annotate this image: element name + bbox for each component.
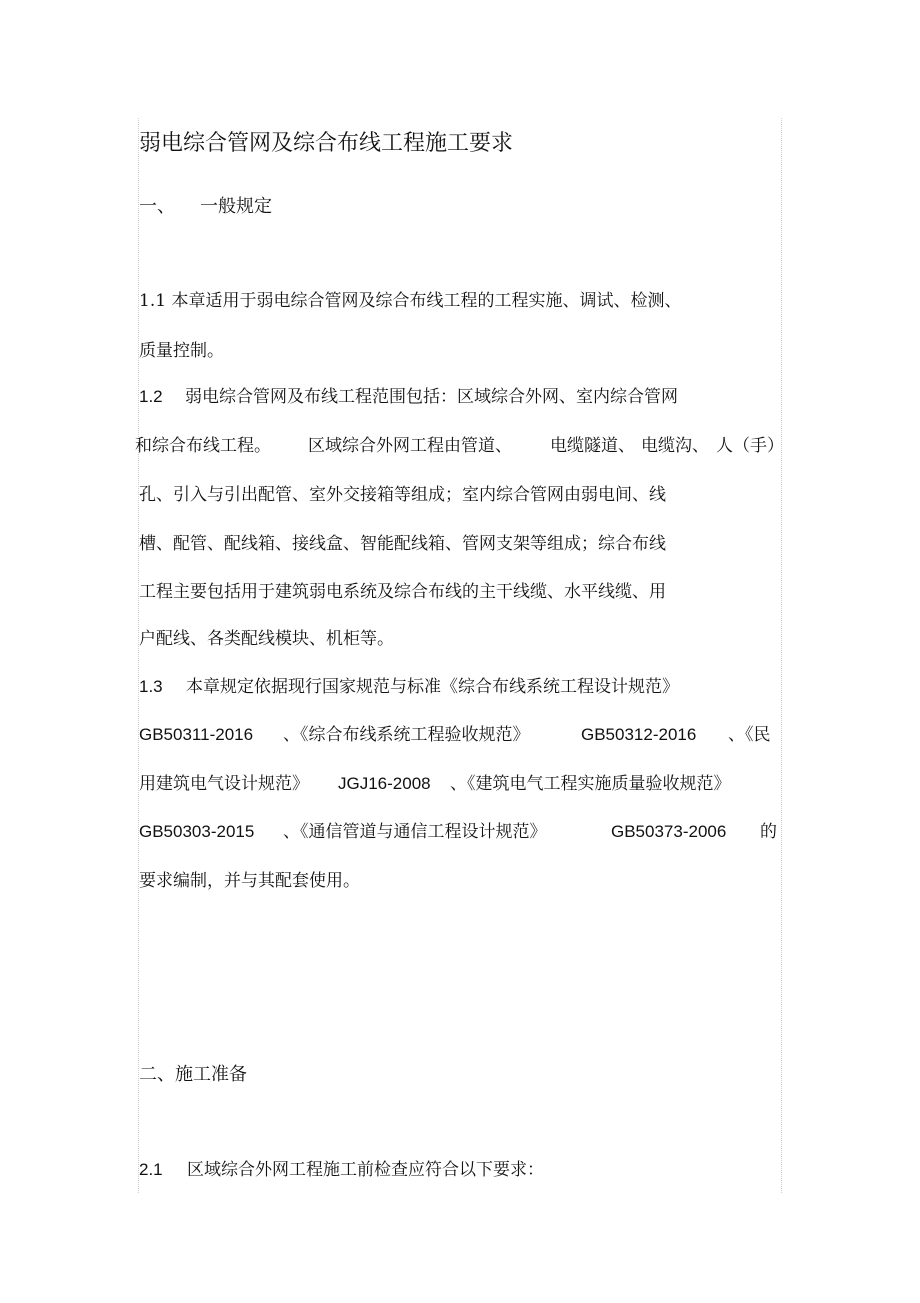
- standard-code-gb50373: GB50373-2006: [611, 822, 727, 841]
- paragraph-1-2-line-2e: 人（手）: [716, 436, 784, 456]
- section-1-heading: 一般规定: [200, 196, 272, 217]
- page-margin-guide-left: [138, 118, 139, 1193]
- paragraph-2-1-text: 区域综合外网工程施工前检查应符合以下要求：: [187, 1160, 544, 1180]
- paragraph-1-3-line-2-text-2: 、《民: [728, 725, 771, 745]
- standard-code-gb50312: GB50312-2016: [581, 725, 697, 744]
- paragraph-1-2-line-5: 工程主要包括用于建筑弱电系统及综合布线的主干线缆、水平线缆、用: [139, 582, 666, 602]
- paragraph-1-3-line-5: 要求编制，并与其配套使用。: [139, 871, 360, 891]
- paragraph-1-1-line-1: 1.1 本章适用于弱电综合管网及综合布线工程的工程实施、调试、检测、: [139, 291, 682, 311]
- section-2-heading: 二、施工准备: [139, 1064, 247, 1085]
- standard-code-gb50303: GB50303-2015: [139, 822, 255, 841]
- paragraph-1-2-line-4: 槽、配管、配线箱、接线盒、智能配线箱、管网支架等组成；综合布线: [139, 534, 666, 554]
- paragraph-1-2-line-6: 户配线、各类配线模块、机柜等。: [139, 629, 394, 649]
- document-title: 弱电综合管网及综合布线工程施工要求: [139, 131, 514, 156]
- paragraph-1-2-line-2b: 区域综合外网工程由管道、: [308, 436, 512, 456]
- standard-code-jgj16: JGJ16-2008: [338, 774, 431, 793]
- paragraph-1-3-line-2-text-1: 、《综合布线系统工程验收规范》: [283, 725, 530, 745]
- paragraph-1-3-line-4-text-2: 的: [760, 822, 777, 842]
- standard-code-gb50311: GB50311-2016: [139, 725, 254, 744]
- paragraph-1-2-line-2a: 和综合布线工程。: [135, 436, 271, 456]
- paragraph-1-2-line-3: 孔、引入与引出配管、室外交接箱等组成；室内综合管网由弱电间、线: [139, 485, 666, 505]
- paragraph-1-1-line-2: 质量控制。: [139, 341, 224, 361]
- paragraph-1-2-line-2d: 电缆沟、: [641, 436, 709, 456]
- paragraph-1-2-line-1: 弱电综合管网及布线工程范围包括：区域综合外网、室内综合管网: [185, 387, 678, 407]
- paragraph-1-3-line-4-text-1: 、《通信管道与通信工程设计规范》: [283, 822, 547, 842]
- section-1-number: 一、: [139, 196, 175, 217]
- paragraph-1-3-line-1: 本章规定依据现行国家规范与标准《综合布线系统工程设计规范》: [186, 677, 679, 697]
- paragraph-1-3-number: 1.3: [139, 677, 163, 696]
- page-margin-guide-right: [781, 118, 782, 1193]
- paragraph-2-1-number: 2.1: [139, 1160, 163, 1179]
- paragraph-1-3-line-3-text-1: 用建筑电气设计规范》: [139, 774, 309, 794]
- paragraph-1-2-line-2c: 电缆隧道、: [550, 436, 635, 456]
- paragraph-1-3-line-3-text-2: 、《建筑电气工程实施质量验收规范》: [450, 774, 731, 794]
- paragraph-1-2-number: 1.2: [139, 387, 163, 406]
